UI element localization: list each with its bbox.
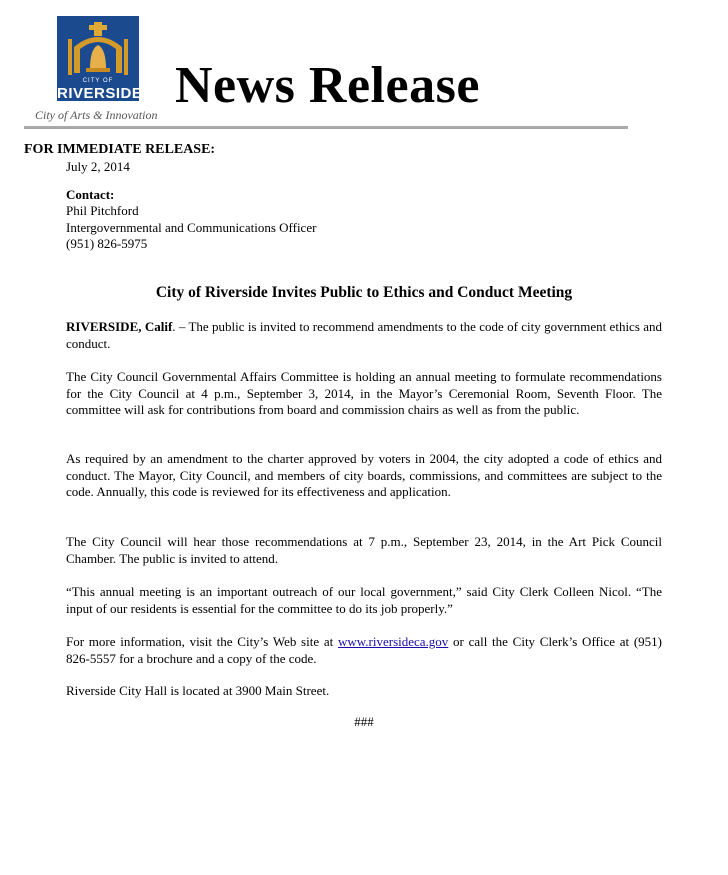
- logo-tagline: City of Arts & Innovation: [35, 108, 158, 122]
- lead-text: . – The public is invited to recommend amendments to the code of city government ethics and conduct.: [66, 319, 662, 351]
- header-divider: [24, 126, 628, 129]
- paragraph-info: [66, 634, 662, 667]
- contact-phone: (951) 826-5975: [66, 236, 148, 251]
- logo-city-of: CITY OF: [82, 78, 114, 84]
- logo-riverside: RIVERSIDE: [57, 85, 143, 102]
- contact-role: Intergovernmental and Communications Officer: [66, 220, 317, 235]
- contact-name: Phil Pitchford: [66, 203, 139, 218]
- end-mark: ###: [354, 714, 374, 729]
- paragraph-meeting: The City Council Governmental Affairs Committee is holding an annual meeting to formulate recommendations for the City Council at 4 p.m., September 3, 2014, in the Mayor’s Ceremonial Room, Seventh Floor. The committee will ask for contributions from board and commission chairs as well as from the public.: [66, 369, 662, 417]
- bell-icon: [60, 19, 136, 75]
- paragraph-charter: As required by an amendment to the charter approved by voters in 2004, the city adopted a code of ethics and conduct. The Mayor, City Council, and members of city boards, commissions, and committees are subject to the code. Annually, this code is reviewed for its effectiveness and application.: [66, 451, 662, 499]
- website-link[interactable]: www.riversideca.gov: [337, 634, 449, 649]
- paragraph-location: Riverside City Hall is located at 3900 Main Street.: [66, 683, 330, 698]
- contact-label: Contact:: [66, 187, 115, 202]
- lead-paragraph: [66, 319, 662, 352]
- info-text-after: or call the City Clerk’s Office at (951) 826-5557 for a brochure and a copy of the code.: [66, 634, 663, 666]
- paragraph-quote: “This annual meeting is an important outreach of our local government,” said City Clerk Colleen Nicol. “The input of our residents is essential for the committee to do its job properly.”: [66, 584, 662, 616]
- dateline: RIVERSIDE, Calif: [66, 319, 173, 334]
- info-text-before: For more information, visit the City’s Web site at: [66, 634, 338, 649]
- article-title: City of Riverside Invites Public to Ethics and Conduct Meeting: [155, 284, 573, 301]
- release-label: FOR IMMEDIATE RELEASE:: [24, 142, 216, 157]
- page-title: News Release: [175, 57, 480, 114]
- paragraph-council: The City Council will hear those recommendations at 7 p.m., September 23, 2014, in the Art Pick Council Chamber. The public is invited to attend.: [66, 534, 662, 566]
- city-logo: [57, 16, 143, 102]
- release-date: July 2, 2014: [66, 159, 130, 174]
